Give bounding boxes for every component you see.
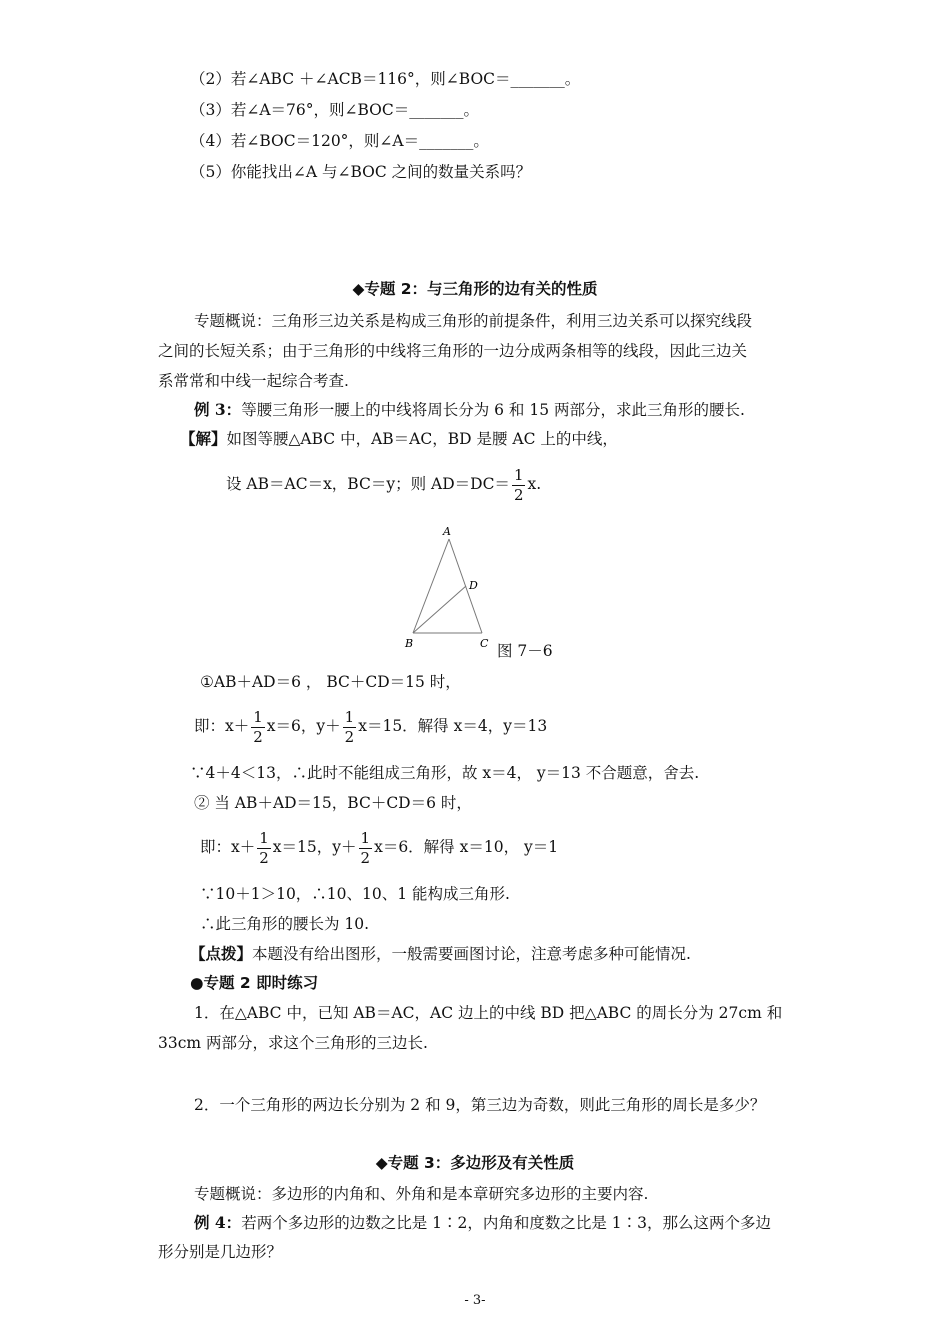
fraction-half [251, 707, 265, 746]
example3-text: 等腰三角形一腰上的中线将周长分为 6 和 15 两部分，求此三角形的腰长. [241, 401, 745, 419]
question-2: （2）若∠ABC ＋∠ACB＝116°，则∠BOC＝_______。 [190, 70, 581, 88]
fraction-numerator: 1 [513, 465, 524, 484]
tip-text: 本题没有给出图形，一般需要画图讨论，注意考虑多种可能情况. [252, 945, 691, 963]
fraction-denominator: 2 [360, 848, 371, 867]
set-line [226, 462, 541, 506]
fraction-denominator: 2 [253, 727, 263, 746]
fraction-numerator: 1 [253, 707, 263, 726]
topic3-heading: ◆专题 3：多边形及有关性质 [375, 1154, 575, 1172]
case2: ② 当 AB＋AD＝15，BC＋CD＝6 时， [194, 794, 472, 812]
fraction-numerator: 1 [344, 707, 355, 726]
question-4: （4）若∠BOC＝120°，则∠A＝_______。 [190, 132, 489, 150]
equation1 [194, 704, 547, 748]
case1: ①AB＋AD＝6 ， BC＋CD＝15 时， [200, 673, 461, 691]
tip-line [190, 943, 691, 965]
topic2-summary-line1: 专题概说：三角形三边关系是构成三角形的前提条件，利用三边关系可以探究线段 [194, 312, 753, 330]
fraction-half [257, 828, 271, 867]
label-d: D [469, 579, 478, 592]
eq1-part1: 即：x＋ [194, 717, 250, 735]
side-ab [413, 539, 449, 633]
figure-caption: 图 7－6 [497, 642, 553, 660]
equation2 [200, 825, 558, 869]
reason1: ∵4＋4＜13，∴此时不能组成三角形，故 x＝4， y＝13 不合题意，舍去. [190, 764, 700, 782]
question-5: （5）你能找出∠A 与∠BOC 之间的数量关系吗？ [190, 163, 532, 181]
set-text: 设 AB＝AC＝x，BC＝y；则 AD＝DC＝ [226, 475, 510, 493]
label-a: A [443, 525, 451, 538]
fraction-denominator: 2 [344, 727, 355, 746]
conclusion: ∴此三角形的腰长为 10. [200, 915, 370, 933]
topic2-summary-line2: 之间的长短关系；由于三角形的中线将三角形的一边分成两条相等的线段，因此三边关 [158, 342, 748, 360]
tip-label: 【点拨】 [190, 944, 253, 963]
triangle-figure [396, 520, 566, 660]
practice-heading: ●专题 2 即时练习 [190, 974, 319, 992]
set-tail: x. [527, 475, 542, 493]
topic2-heading: ◆专题 2：与三角形的边有关的性质 [352, 280, 598, 298]
fraction-half [343, 707, 357, 746]
fraction-denominator: 2 [259, 848, 269, 867]
fraction-numerator: 1 [360, 828, 371, 847]
eq2-part2: x＝15，y＋ [272, 838, 357, 856]
practice2: 2．一个三角形的两边长分别为 2 和 9，第三边为奇数，则此三角形的周长是多少？ [194, 1096, 766, 1114]
example4-line2: 形分别是几边形？ [158, 1243, 283, 1261]
median-bd [413, 586, 466, 633]
question-3: （3）若∠A＝76°，则∠BOC＝_______。 [190, 101, 479, 119]
label-b: B [405, 637, 414, 650]
fraction-numerator: 1 [259, 828, 269, 847]
solution-line [180, 428, 618, 450]
solution-text: 如图等腰△ABC 中，AB＝AC，BD 是腰 AC 上的中线， [226, 430, 618, 448]
fraction-half [512, 465, 526, 504]
page-number: - 3- [464, 1293, 486, 1308]
fraction-half [359, 828, 373, 867]
eq1-part3: x＝15．解得 x＝4，y＝13 [358, 717, 548, 735]
topic2-summary-line3: 系常常和中线一起综合考查. [158, 372, 349, 390]
example4-label: 例 4： [194, 1213, 242, 1232]
example4-line1 [194, 1212, 771, 1234]
fraction-denominator: 2 [513, 485, 524, 504]
practice1-line1: 1．在△ABC 中，已知 AB＝AC，AC 边上的中线 BD 把△ABC 的周长分为 27cm 和 [194, 1004, 783, 1022]
example4-text: 若两个多边形的边数之比是 1∶2，内角和度数之比是 1∶3，那么这两个多边 [241, 1214, 771, 1232]
solution-label: 【解】 [180, 429, 227, 448]
reason2: ∵10＋1＞10，∴10、10、1 能构成三角形. [200, 885, 510, 903]
example3 [194, 399, 745, 421]
eq2-part3: x＝6．解得 x＝10， y＝1 [374, 838, 559, 856]
label-c: C [480, 637, 489, 650]
eq1-part2: x＝6，y＋ [266, 717, 341, 735]
example3-label: 例 3： [194, 400, 242, 419]
eq2-part1: 即：x＋ [200, 838, 256, 856]
practice1-line2: 33cm 两部分，求这个三角形的三边长. [158, 1034, 428, 1052]
topic3-summary: 专题概说：多边形的内角和、外角和是本章研究多边形的主要内容. [194, 1185, 649, 1203]
